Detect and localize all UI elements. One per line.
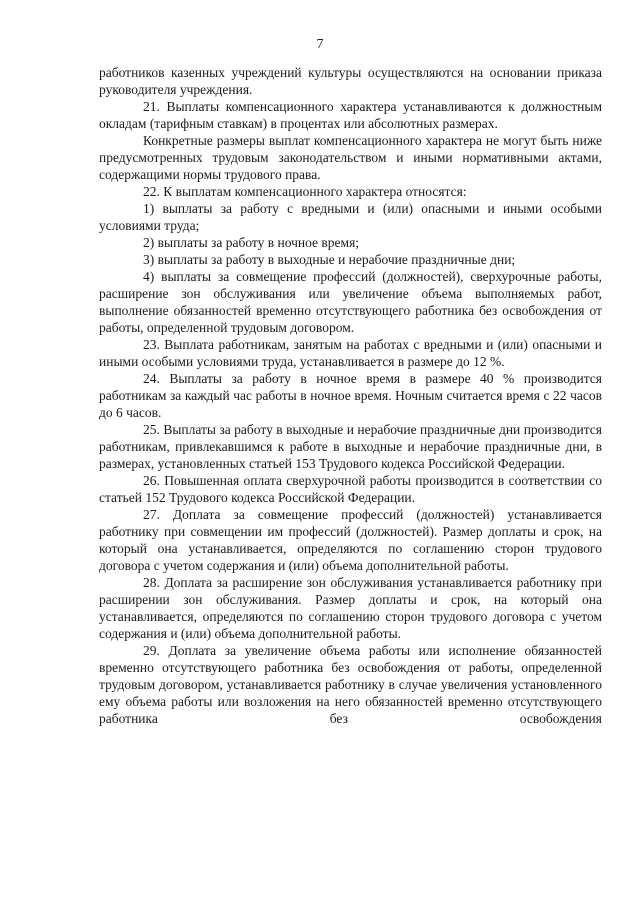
list-item-1: 1) выплаты за работу с вредными и (или) опасными и иными особыми условиями труда; — [99, 201, 602, 233]
paragraph-24: 24. Выплаты за работу в ночное время в размере 40 % производится работникам за каждый час работы в ночное время. Ночным считается время с 22 часов до 6 часов. — [99, 371, 602, 420]
page-number: 7 — [316, 36, 324, 51]
paragraph-continuation: работников казенных учреждений культуры осуществляются на основании приказа руководителя учреждения. — [99, 65, 602, 97]
paragraph-25: 25. Выплаты за работу в выходные и нерабочие праздничные дни производится работникам, привлекавшимся к работе в выходные и нерабочие праздничные дни, в размерах, установленных статьей 153 Трудового кодекса Российской Федерации. — [99, 422, 602, 471]
paragraph-specific-amounts: Конкретные размеры выплат компенсационного характера не могут быть ниже предусмотренных трудовым законодательством и иными нормативными актами, содержащими нормы трудового права. — [99, 133, 602, 182]
paragraph-29: 29. Доплата за увеличение объема работы или исполнение обязанностей временно отсутствующего работника без освобождения от работы, определенной трудовым договором, устанавливается работнику в случае увеличения установленного ему объема работы или возложения на него обязанностей временно отсутствующего работника без освобождения — [99, 643, 602, 726]
list-item-4: 4) выплаты за совмещение профессий (должностей), сверхурочные работы, расширение зон обслуживания или увеличение объема выполняемых работ, выполнение обязанностей временно отсутствующего работника без освобождения от работы, определенной трудовым договором. — [99, 269, 602, 335]
document-body — [99, 64, 602, 727]
paragraph-26: 26. Повышенная оплата сверхурочной работы производится в соответствии со статьей 152 Трудового кодекса Российской Федерации. — [99, 473, 602, 505]
list-item-2: 2) выплаты за работу в ночное время; — [143, 235, 360, 250]
list-item-3: 3) выплаты за работу в выходные и нерабочие праздничные дни; — [143, 252, 516, 267]
paragraph-27: 27. Доплата за совмещение профессий (должностей) устанавливается работнику при совмещении им профессий (должностей). Размер доплаты и срок, на который она устанавливается, определяются по соглашению сторон трудового договора с учетом содержания и (или) объема дополнительной работы. — [99, 507, 602, 573]
paragraph-22: 22. К выплатам компенсационного характера относятся: — [143, 184, 467, 199]
paragraph-21: 21. Выплаты компенсационного характера устанавливаются к должностным окладам (тарифным ставкам) в процентах или абсолютных размерах. — [99, 99, 602, 131]
paragraph-23: 23. Выплата работникам, занятым на работах с вредными и (или) опасными и иными особыми условиями труда, устанавливается в размере до 12 %. — [99, 337, 602, 369]
paragraph-28: 28. Доплата за расширение зон обслуживания устанавливается работнику при расширении зон обслуживания. Размер доплаты и срок, на который она устанавливается, определяются по соглашению сторон трудового договора с учетом содержания и (или) объема дополнительной работы. — [99, 575, 602, 641]
